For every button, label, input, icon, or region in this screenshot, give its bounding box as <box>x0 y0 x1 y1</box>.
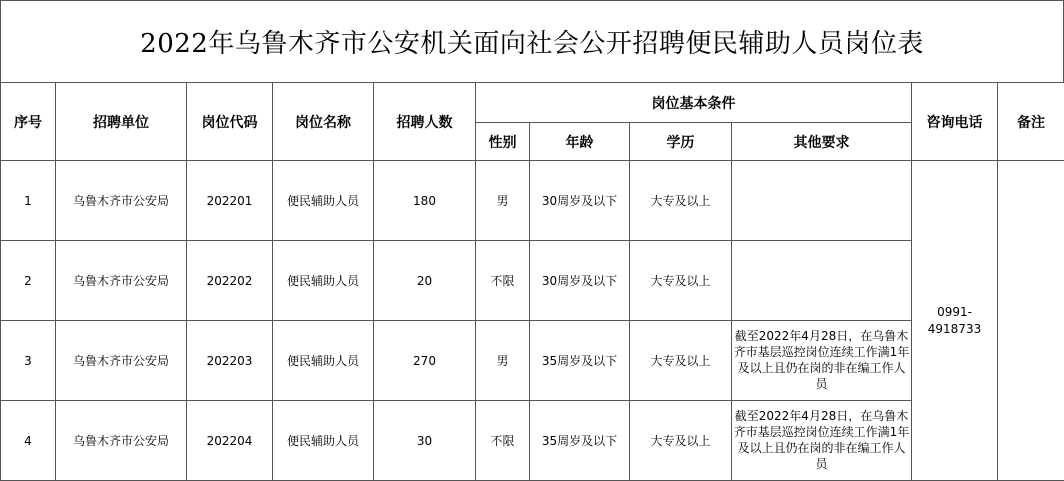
cell-other-text <box>732 280 911 282</box>
cell-code: 202202 <box>187 241 273 321</box>
recruitment-table <box>0 82 1064 481</box>
cell-other <box>732 161 912 241</box>
cell-name: 便民辅助人员 <box>273 161 374 241</box>
cell-education: 大专及以上 <box>630 401 732 481</box>
cell-gender: 男 <box>476 321 530 401</box>
cell-age: 30周岁及以下 <box>530 161 630 241</box>
cell-gender: 不限 <box>476 241 530 321</box>
table-row <box>1 161 1064 241</box>
cell-seq: 3 <box>1 321 56 401</box>
cell-unit: 乌鲁木齐市公安局 <box>56 241 187 321</box>
cell-count: 20 <box>374 241 476 321</box>
cell-education: 大专及以上 <box>630 241 732 321</box>
cell-code: 202203 <box>187 321 273 401</box>
cell-count: 30 <box>374 401 476 481</box>
cell-gender: 不限 <box>476 401 530 481</box>
cell-other <box>732 401 912 481</box>
phone-line1: 0991- <box>937 304 972 319</box>
header-seq: 序号 <box>1 83 56 161</box>
cell-unit: 乌鲁木齐市公安局 <box>56 321 187 401</box>
cell-other-text <box>732 200 911 202</box>
cell-unit: 乌鲁木齐市公安局 <box>56 401 187 481</box>
cell-education: 大专及以上 <box>630 321 732 401</box>
cell-remark <box>998 161 1064 481</box>
cell-phone <box>912 161 998 481</box>
header-unit: 招聘单位 <box>56 83 187 161</box>
cell-code: 202204 <box>187 401 273 481</box>
cell-count: 180 <box>374 161 476 241</box>
cell-age: 35周岁及以下 <box>530 321 630 401</box>
cell-other <box>732 241 912 321</box>
cell-unit: 乌鲁木齐市公安局 <box>56 161 187 241</box>
header-code: 岗位代码 <box>187 83 273 161</box>
table-row <box>1 401 1064 481</box>
header-education: 学历 <box>630 123 732 161</box>
cell-age: 35周岁及以下 <box>530 401 630 481</box>
header-count: 招聘人数 <box>374 83 476 161</box>
header-age: 年龄 <box>530 123 630 161</box>
page-title: 2022年乌鲁木齐市公安机关面向社会公开招聘便民辅助人员岗位表 <box>0 0 1064 82</box>
table-row <box>1 321 1064 401</box>
header-name: 岗位名称 <box>273 83 374 161</box>
header-gender: 性别 <box>476 123 530 161</box>
cell-name: 便民辅助人员 <box>273 401 374 481</box>
header-conditions: 岗位基本条件 <box>476 83 912 123</box>
cell-other-text: 截至2022年4月28日，在乌鲁木齐市基层巡控岗位连续工作满1年及以上且仍在岗的非在编工作人员 <box>733 328 910 391</box>
table-row <box>1 241 1064 321</box>
cell-other <box>732 321 912 401</box>
cell-age: 30周岁及以下 <box>530 241 630 321</box>
cell-seq: 2 <box>1 241 56 321</box>
header-remark: 备注 <box>998 83 1064 161</box>
cell-other-text: 截至2022年4月28日，在乌鲁木齐市基层巡控岗位连续工作满1年及以上且仍在岗的非在编工作人员 <box>733 408 910 471</box>
cell-count: 270 <box>374 321 476 401</box>
cell-name: 便民辅助人员 <box>273 241 374 321</box>
cell-gender: 男 <box>476 161 530 241</box>
phone-line2: 4918733 <box>927 321 982 336</box>
header-other: 其他要求 <box>732 123 912 161</box>
cell-education: 大专及以上 <box>630 161 732 241</box>
cell-code: 202201 <box>187 161 273 241</box>
header-row <box>1 83 1064 123</box>
header-phone: 咨询电话 <box>912 83 998 161</box>
cell-name: 便民辅助人员 <box>273 321 374 401</box>
cell-seq: 4 <box>1 401 56 481</box>
cell-seq: 1 <box>1 161 56 241</box>
